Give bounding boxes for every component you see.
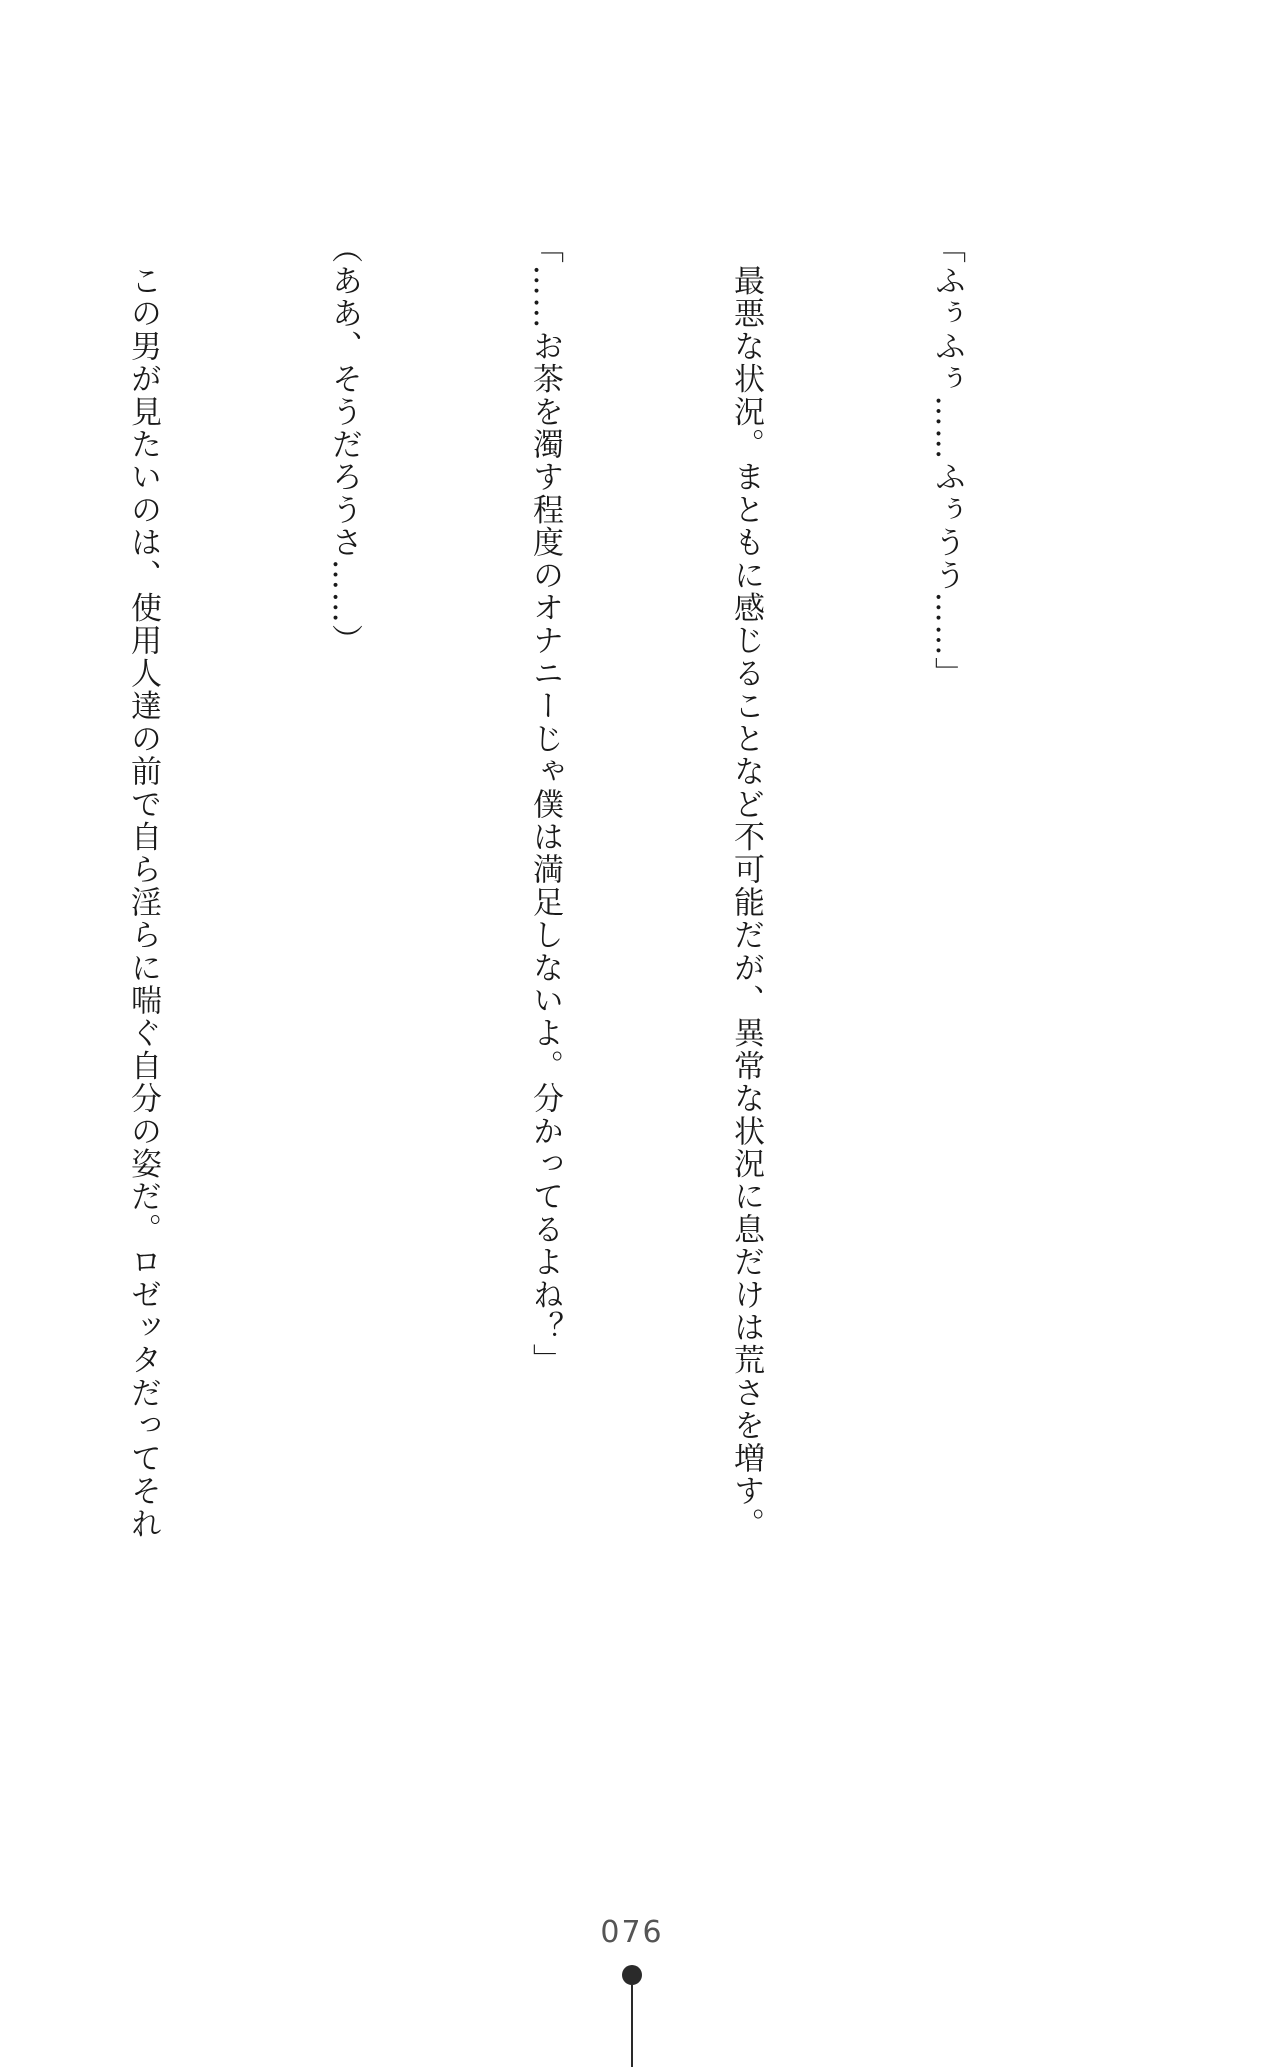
text-line: 「ふぅふぅ……ふぅうう……」 bbox=[929, 232, 965, 690]
text-line: 「……お茶を濁す程度のオナニーじゃ僕は満足しないよ。分かってるよね？」 bbox=[527, 232, 563, 1377]
text-line: （ああ、そうだろうさ……） bbox=[326, 232, 362, 658]
page-marker-dot bbox=[622, 1965, 642, 1985]
text-line: 最悪な状況。まともに感じることなど不可能だが、異常な状況に息だけは荒さを増す。 bbox=[728, 232, 764, 1541]
text-line: この男が見たいのは、使用人達の前で自ら淫らに喘ぐ自分の姿だ。ロゼッタだってそれ bbox=[125, 232, 161, 1541]
page-marker-line bbox=[631, 1985, 633, 2067]
page-number: 076 bbox=[600, 1915, 664, 1950]
vertical-text-block bbox=[125, 232, 1114, 1692]
